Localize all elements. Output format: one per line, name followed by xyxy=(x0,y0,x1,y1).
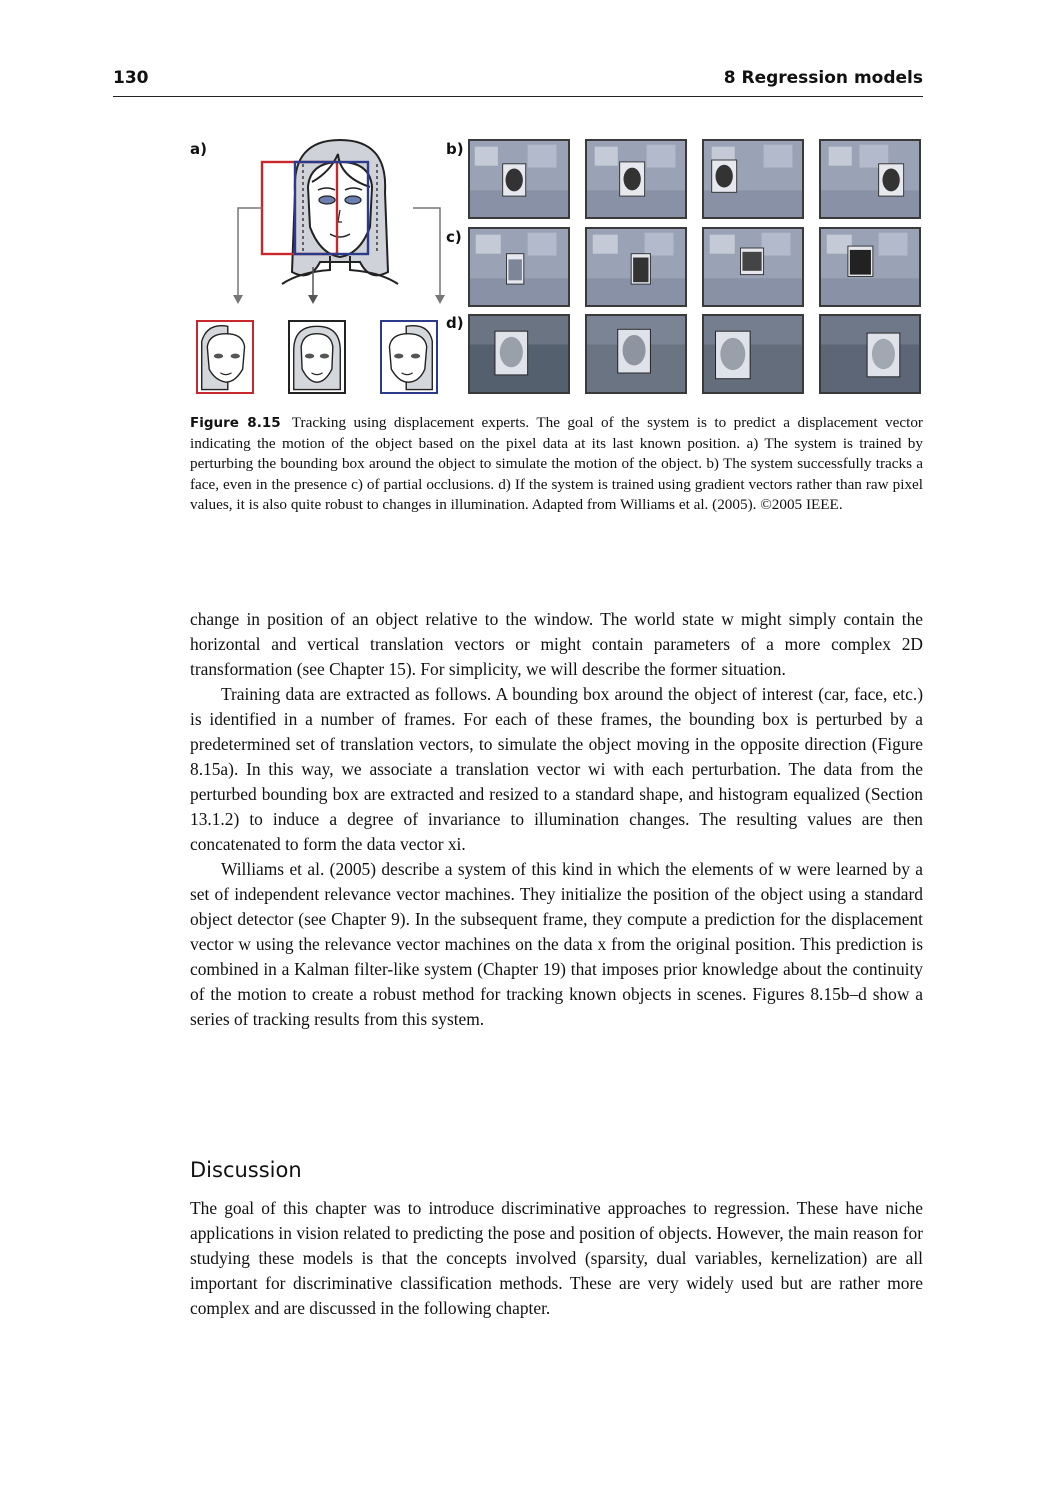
tracking-frame-d2 xyxy=(585,314,687,394)
figure-caption xyxy=(190,413,923,516)
tracking-frame-d4 xyxy=(819,314,921,394)
discussion-paragraph: The goal of this chapter was to introduce discriminative approaches to regression. These have niche applications in vision related to predicting the pose and position of objects. However, the main reason for studying these models is that the concepts involved (sparsity, dual variables, kernelization) are all important for discriminative classification methods. These are very widely used but are rather more complex and are discussed in the following chapter. xyxy=(190,1198,923,1318)
panel-label-a: a) xyxy=(190,140,207,158)
tracking-frame-b2 xyxy=(585,139,687,219)
tracking-frame-c1 xyxy=(468,227,570,307)
paragraph-2: Training data are extracted as follows. A bounding box around the object of interest (car, face, etc.) is identified in a number of frames. For each of these frames, the bounding box is perturbed by a predetermined set of translation vectors, to simulate the object moving in the opposite direction (Figure 8.15a). In this way, we associate a translation vector wi with each perturbation. The data from the perturbed bounding box are extracted and resized to a standard shape, and histogram equalized (Section 13.1.2) to induce a degree of invariance to illumination changes. The resulting values are then concatenated to form the data vector xi. xyxy=(190,684,923,854)
panel-label-c: c) xyxy=(446,228,462,246)
thumbnail-left-shift xyxy=(196,320,254,394)
page-number: 130 xyxy=(113,68,149,88)
body-section-1 xyxy=(190,607,923,1032)
figure-8-15 xyxy=(180,132,930,400)
face-drawing xyxy=(220,132,450,312)
tracking-frame-d3 xyxy=(702,314,804,394)
thumbnail-right-shift xyxy=(380,320,438,394)
chapter-title: 8 Regression models xyxy=(723,68,923,88)
panel-label-d: d) xyxy=(446,314,464,332)
face-thumb-icon-2 xyxy=(290,322,344,392)
tracking-frame-b1 xyxy=(468,139,570,219)
running-header xyxy=(113,68,923,97)
figure-label: Figure 8.15 xyxy=(190,415,281,431)
section-heading-discussion: Discussion xyxy=(190,1158,302,1182)
tracking-frame-b4 xyxy=(819,139,921,219)
tracking-frame-b3 xyxy=(702,139,804,219)
tracking-frame-c3 xyxy=(702,227,804,307)
paragraph-1: change in position of an object relative to the window. The world state w might simply contain the horizontal and vertical translation vectors or might contain parameters of a more complex 2D transformation (see Chapter 15). For simplicity, we will describe the former situation. xyxy=(190,609,923,679)
paragraph-3: Williams et al. (2005) describe a system of this kind in which the elements of w were learned by a set of independent relevance vector machines. They initialize the position of the object using a standard object detector (see Chapter 9). In the subsequent frame, they compute a prediction for the displacement vector w using the relevance vector machines on the data x from the original position. This prediction is combined in a Kalman filter-like system (Chapter 19) that imposes prior knowledge about the continuity of the motion to create a robust method for tracking known objects in scenes. Figures 8.15b–d show a series of tracking results from this system. xyxy=(190,859,923,1029)
face-thumb-icon-3 xyxy=(382,322,436,392)
face-thumb-icon-1 xyxy=(198,322,252,392)
discussion-body xyxy=(190,1196,923,1321)
thumbnail-center xyxy=(288,320,346,394)
tracking-frame-d1 xyxy=(468,314,570,394)
tracking-frame-c4 xyxy=(819,227,921,307)
caption-text: Tracking using displacement experts. The goal of the system is to predict a displacement vector indicating the motion of the object based on the pixel data at its last known position. a) The system is trained by perturbing the bounding box around the object to simulate the motion of the object. b) The system successfully tracks a face, even in the presence c) of partial occlusions. d) If the system is trained using gradient vectors rather than raw pixel values, it is also quite robust to changes in illumination. Adapted from Williams et al. (2005). ©2005 IEEE. xyxy=(190,414,923,514)
panel-label-b: b) xyxy=(446,140,464,158)
tracking-frame-c2 xyxy=(585,227,687,307)
face-illustration xyxy=(220,132,450,312)
